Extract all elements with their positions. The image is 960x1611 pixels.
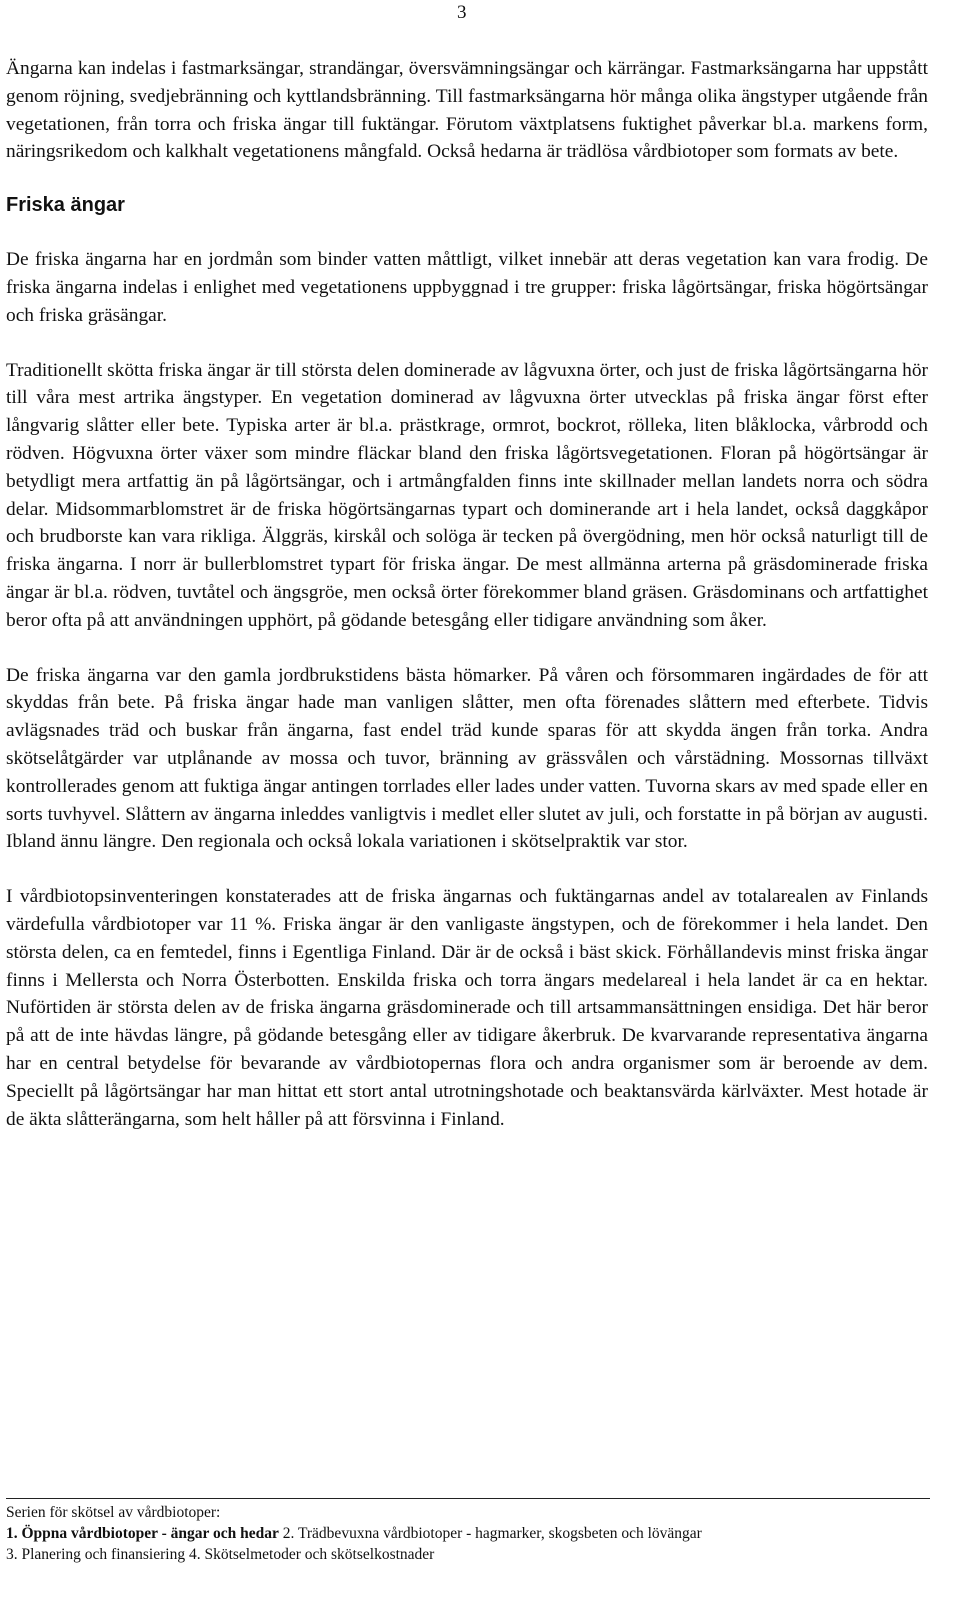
footer-series-line-1 — [6, 1523, 930, 1544]
section-heading: Friska ängar — [6, 194, 125, 217]
footer-series-title: Serien för skötsel av vårdbiotoper: — [6, 1504, 221, 1521]
body-paragraph-2: Traditionellt skötta friska ängar är till största delen dominerade av lågvuxna örter, och just de friska lågörtsängarna hör till våra mest artrika ängstyper. En vegetation dominerad av lågvuxna örter utvecklas på friska ängar först efter långvarig slåtter eller bete. Typiska arter är bl.a. prästkrage, ormrot, bockrot, rölleka, liten blåklocka, vårbrodd och rödven. Högvuxna örter växer som mindre fläckar bland den friska lågörtsvegetationen. Floran på högörtsängar är betydligt mera artfattig än på lågörtsängar, och i artmångfalden finns inte skillnader mellan landets norra och södra delar. Midsommarblomstret är de friska högörtsängarnas typart och dominerande art i hela landet, också daggkåpor och brudborste kan vara rikliga. Älggräs, kirskål och solöga är tecken på övergödning, men hör också naturligt till de friska ängarna. I norr är bullerblomstret typart för friska ängar. De mest allmänna arterna på gräsdominerade friska ängar är bl.a. rödven, tuvtåtel och ängsgröe, men också örter förekommer bland gräsen. Gräsdominans och artfattighet beror ofta på att användningen upphört, på gödande betesgång eller tidigare användning som åker. — [6, 359, 928, 631]
footer-series-line-2 — [6, 1544, 930, 1565]
page-number: 3 — [457, 2, 467, 23]
body-paragraph-3: De friska ängarna var den gamla jordbrukstidens bästa hömarker. På våren och försommaren ingärdades de för att skyddas från bete. På friska ängar hade man vanligen slåtter, men ofta förenades slåttern med efterbete. Tidvis avlägsnades träd och buskar från ängarna, fast endel träd kunde sparas för att skydda ängen från torka. Andra skötselåtgärder var utplånande av mossa och tuvor, bränning av grässvålen och vårstädning. Mossornas tillväxt kontrollerades genom att fuktiga ängar antingen torrlades eller lades under vatten. Tuvorna skars av med spade eller en sorts tuvhyvel. Slåttern av ängarna inleddes vanligtvis i medlet eller slutet av juli, och forstatte in på början av augusti. Ibland ännu längre. Den regionala och också lokala variationen i skötselpraktik var stor. — [6, 664, 928, 853]
footer-series-item-3: 3. Planering och finansiering — [6, 1546, 186, 1563]
footer-series-item-2: 2. Trädbevuxna vårdbiotoper - hagmarker, skogsbeten och lövängar — [278, 1525, 702, 1542]
body-paragraph-1: De friska ängarna har en jordmån som binder vatten måttligt, vilket innebär att deras vegetation kan vara frodig. De friska ängarna indelas i enlighet med vegetationens uppbyggnad i tre grupper: friska lågörtsängar, friska högörtsängar och friska gräsängar. — [6, 249, 928, 326]
page-footer — [6, 1498, 930, 1565]
intro-paragraph: Ängarna kan indelas i fastmarksängar, strandängar, översvämningsängar och kärrängar. Fastmarksängarna har uppstått genom röjning, svedjebränning och kyttlandsbränning. Till fastmarksängarna hör många olika ängstyper utgående från vegetationen, från torra och friska ängar till fuktängar. Förutom växtplatsens fuktighet påverkar bl.a. markens form, näringsrikedom och kalkhalt vegetationens mångfald. Också hedarna är trädlösa vårdbiotoper som formats av bete. — [6, 58, 928, 163]
footer-series-item-4: 4. Skötselmetoder och skötselkostnader — [185, 1546, 435, 1563]
document-body — [6, 55, 928, 1133]
body-paragraph-4: I vårdbiotopsinventeringen konstaterades att de friska ängarnas och fuktängarnas andel av totalarealen av Finlands värdefulla vårdbiotoper var 11 %. Friska ängar är den vanligaste ängstypen, och de förekommer i hela landet. Den största delen, ca en femtedel, finns i Egentliga Finland. Där är de också i bäst skick. Förhållandevis minst friska ängar finns i Mellersta och Norra Österbotten. Enskilda friska och torra ängars medelareal i hela landet är ca en hektar. Nuförtiden är största delen av de friska ängarna gräsdominerade och till artsammansättningen ensidiga. Det här beror på att de inte hävdas längre, på gödande betesgång eller av tidigare åkerbruk. De kvarvarande representativa ängarna har en central betydelse för bevarande av vårdbiotopernas flora och andra organismer som är beroende av dem. Speciellt på lågörtsängar har man hittat ett stort antal utrotningshotade och beaktansvärda kärlväxter. Mest hotade är de äkta slåtterängarna, som helt håller på att försvinna i Finland. — [6, 886, 928, 1130]
footer-series-item-1: 1. Öppna vårdbiotoper - ängar och hedar — [6, 1525, 279, 1542]
